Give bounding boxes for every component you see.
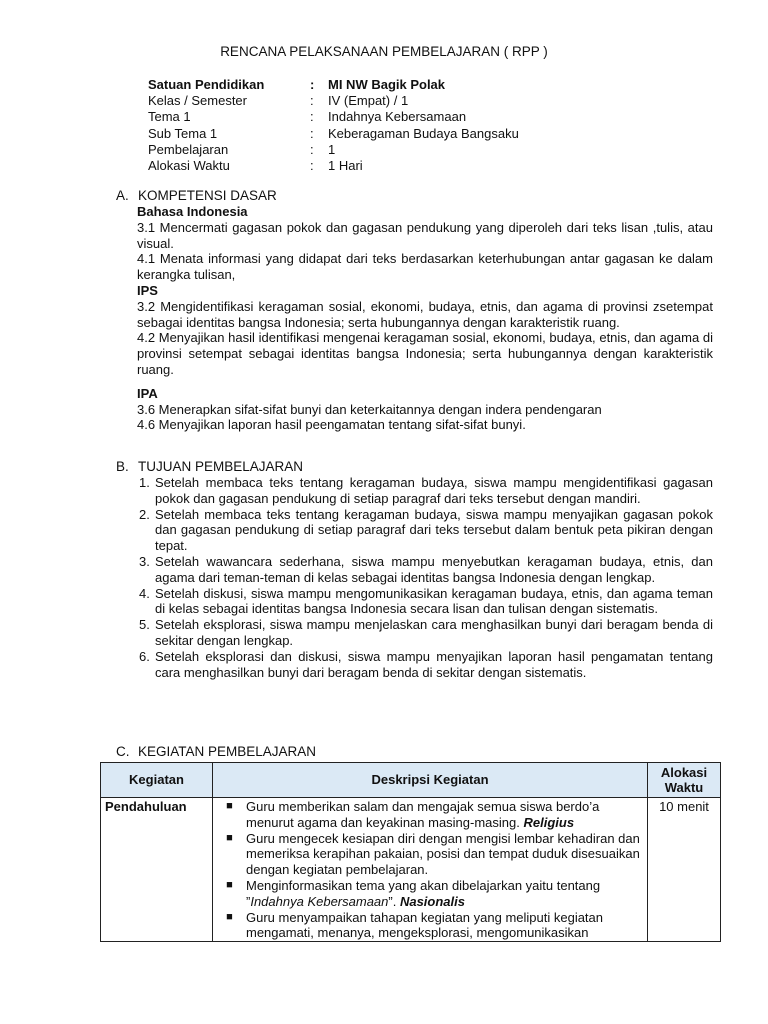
- character-value: Nasionalis: [399, 893, 465, 909]
- kd-item: 3.1 Mencermati gagasan pokok dan gagasan pendukung yang diperoleh dari teks lisan ,tulis, atau visual.: [137, 219, 713, 251]
- square-bullet-icon: ■: [226, 831, 233, 844]
- identity-row: [148, 77, 628, 93]
- identity-colon: :: [310, 157, 314, 173]
- bullet-item: [213, 910, 643, 942]
- identity-row: [148, 126, 628, 142]
- identity-label: Pembelajaran: [148, 141, 229, 157]
- kompetensi-dasar-block: [137, 204, 713, 433]
- square-bullet-icon: ■: [226, 800, 233, 812]
- section-letter: C.: [116, 744, 130, 759]
- table-row: [101, 798, 721, 942]
- bullet-text: Guru memberikan salam dan mengajak semua siswa berdo’a menurut agama dan keyakinan masing-masing.: [246, 799, 600, 830]
- identity-value: 1 Hari: [328, 157, 363, 173]
- kd-item: 4.1 Menata informasi yang didapat dari teks berdasarkan keterhubungan antar gagasan ke dalam kerangka tulisan,: [137, 251, 713, 283]
- list-text: Setelah membaca teks tentang keragaman budaya, siswa mampu menyajikan gagasan pokok dan gagasan pendukung di setiap paragraf dari teks tersebut dalam bentuk peta pikiran dengan tepat.: [155, 506, 713, 554]
- kd-item: 3.6 Menerapkan sifat-sifat bunyi dan keterkaitannya dengan indera pendengaran: [137, 401, 602, 417]
- list-text: Setelah wawancara sederhana, siswa mampu menyebutkan keragaman budaya, etnis, dan agama dari teman-teman di kelas sebagai identitas bangsa Indonesia dengan lengkap.: [155, 553, 713, 585]
- list-item: [116, 507, 713, 554]
- section-a-heading: [116, 188, 277, 203]
- bullet-item: [213, 831, 643, 878]
- identity-label: Sub Tema 1: [148, 125, 218, 141]
- bullet-item: [213, 878, 643, 910]
- header-deskripsi: Deskripsi Kegiatan: [213, 763, 648, 798]
- list-item: [116, 586, 713, 618]
- kegiatan-table: [100, 762, 721, 942]
- section-letter: B.: [116, 459, 129, 474]
- list-number: 6.: [139, 648, 150, 664]
- identity-value: 1: [328, 141, 336, 157]
- tujuan-list: [116, 475, 713, 680]
- list-item: [116, 475, 713, 507]
- identity-colon: :: [310, 125, 314, 141]
- list-text: Setelah eksplorasi, siswa mampu menjelaskan cara menghasilkan bunyi dari beragam benda di sekitar dengan lengkap.: [155, 617, 713, 648]
- kd-item: 4.2 Menyajikan hasil identifikasi mengenai keragaman sosial, ekonomi, budaya, etnis, dan agama di provinsi setempat sebagai identitas bangsa Indonesia; serta hubungannya dengan karakteristik ruang.: [137, 330, 713, 377]
- list-number: 3.: [139, 553, 150, 569]
- theme-name: Indahnya Kebersamaan: [250, 893, 389, 909]
- bullet-text-after: ”.: [388, 893, 400, 909]
- header-alokasi: [648, 763, 721, 798]
- section-b-heading: [116, 459, 303, 474]
- identity-value: Keberagaman Budaya Bangsaku: [328, 125, 519, 141]
- list-text: Setelah membaca teks tentang keragaman budaya, siswa mampu mengidentifikasi gagasan pokok dan gagasan pendukung di setiap paragraf dari teks tersebut dengan mandiri.: [155, 475, 713, 506]
- identity-colon: :: [310, 77, 315, 92]
- kd-item: 3.2 Mengidentifikasi keragaman sosial, ekonomi, budaya, etnis, dan agama di provinsi zsetempat sebagai identitas bangsa Indonesia; serta hubungannya dengan karakteristik ruang.: [137, 298, 713, 330]
- identity-row: [148, 142, 628, 158]
- section-c-heading: [116, 744, 316, 759]
- section-title: KOMPETENSI DASAR: [138, 188, 277, 203]
- identity-value: MI NW Bagik Polak: [328, 77, 446, 92]
- identity-value: Indahnya Kebersamaan: [328, 109, 467, 125]
- character-value: Religius: [523, 814, 575, 830]
- bullet-item: [213, 799, 643, 831]
- identity-label: Tema 1: [148, 109, 191, 125]
- bullet-text: Guru mengecek kesiapan diri dengan mengisi lembar kehadiran dan memeriksa kerapihan pakaian, posisi dan tempat duduk disesuaikan dengan kegiatan pembelajaran.: [246, 830, 640, 878]
- square-bullet-icon: ■: [226, 910, 233, 923]
- identity-row: [148, 109, 628, 125]
- subject-title-bahasa: Bahasa Indonesia: [137, 204, 248, 219]
- identity-colon: :: [310, 109, 314, 125]
- subject-title-ips: IPS: [137, 282, 158, 298]
- cell-kegiatan: Pendahuluan: [101, 798, 213, 942]
- identity-value: IV (Empat) / 1: [328, 93, 409, 109]
- identity-colon: :: [310, 141, 314, 157]
- bullet-text: Guru menyampaikan tahapan kegiatan yang meliputi kegiatan mengamati, menanya, mengeksplorasi, mengomunikasikan: [246, 909, 604, 941]
- identity-block: [148, 77, 628, 174]
- subject-title-ipa: IPA: [137, 385, 158, 401]
- section-letter: A.: [116, 188, 129, 203]
- identity-colon: :: [310, 93, 314, 109]
- bullet-text: Menginformasikan tema yang akan dibelajarkan yaitu tentang ”: [246, 877, 601, 909]
- identity-label: Satuan Pendidikan: [148, 77, 265, 92]
- header-kegiatan: Kegiatan: [101, 763, 213, 798]
- identity-row: [148, 158, 628, 174]
- list-text: Setelah eksplorasi dan diskusi, siswa mampu menyajikan laporan hasil pengamatan tentang cara menghasilkan bunyi dari beragam benda di sekitar dengan sistematis.: [155, 648, 713, 680]
- section-title: TUJUAN PEMBELAJARAN: [138, 459, 304, 474]
- list-number: 4.: [139, 585, 150, 601]
- cell-deskripsi: [213, 798, 648, 942]
- square-bullet-icon: ■: [226, 878, 233, 891]
- identity-label: Kelas / Semester: [148, 93, 247, 109]
- section-title: KEGIATAN PEMBELAJARAN: [138, 744, 317, 759]
- header-alokasi-line2: Waktu: [664, 780, 704, 795]
- table-header-row: [101, 763, 721, 798]
- list-item: [116, 554, 713, 586]
- list-number: 2.: [139, 506, 150, 522]
- list-number: 5.: [139, 617, 150, 633]
- document-title: RENCANA PELAKSANAAN PEMBELAJARAN ( RPP ): [220, 44, 548, 59]
- identity-row: [148, 93, 628, 109]
- list-item: [116, 649, 713, 681]
- list-number: 1.: [139, 475, 150, 490]
- spacer: [137, 378, 713, 386]
- kd-item: 4.6 Menyajikan laporan hasil peengamatan tentang sifat-sifat bunyi.: [137, 417, 526, 433]
- header-alokasi-line1: Alokasi: [660, 764, 708, 780]
- list-item: [116, 617, 713, 649]
- cell-waktu: 10 menit: [648, 798, 721, 942]
- identity-label: Alokasi Waktu: [148, 157, 230, 173]
- list-text: Setelah diskusi, siswa mampu mengomunikasikan keragaman budaya, etnis, dan agama teman di kelas sebagai identitas bangsa Indonesia secara lisan dan tulisan dengan sistematis.: [155, 585, 713, 617]
